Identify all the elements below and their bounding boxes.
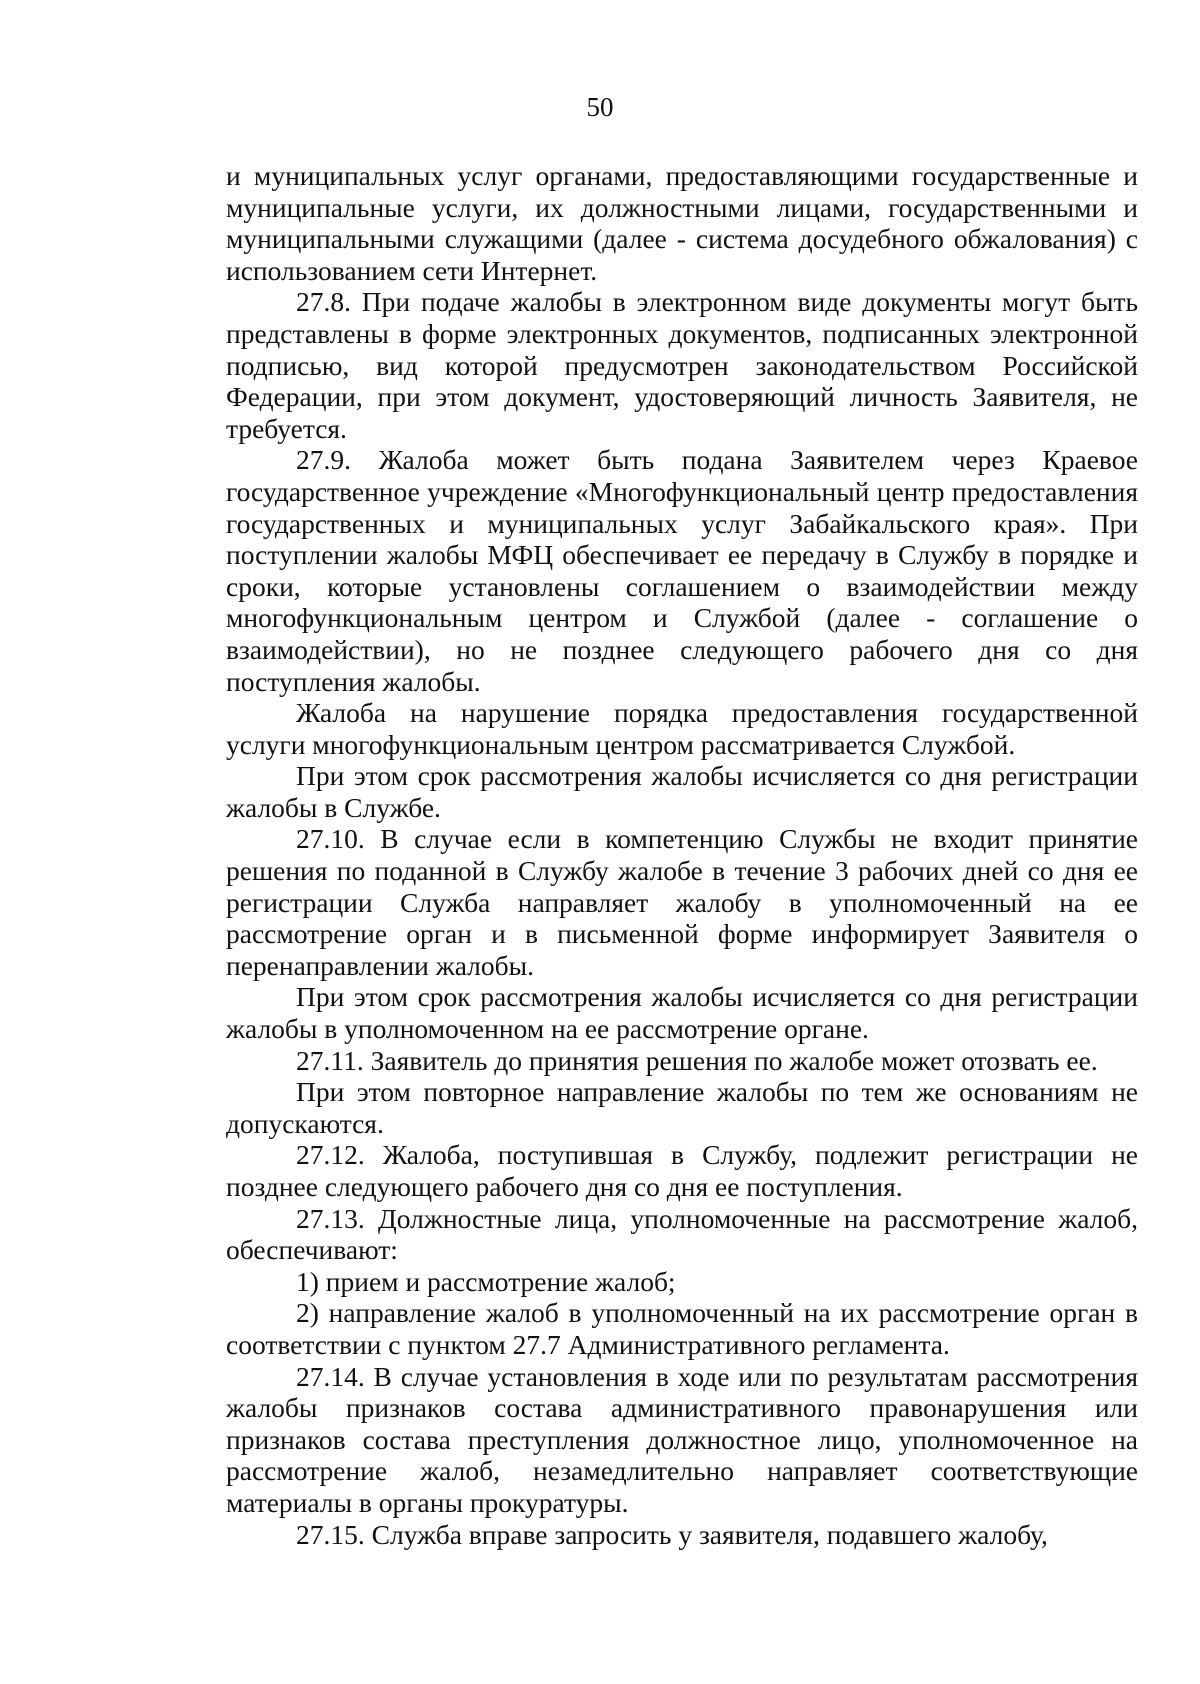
paragraph: 27.11. Заявитель до принятия решения по жалобе может отозвать ее. bbox=[296, 1044, 1098, 1076]
paragraph: 27.10. В случае если в компетенцию Службы не входит принятие решения по поданной в Службу жалобе в течение 3 рабочих дней со дня ее регистрации Служба направляет жалобу в уполномоченный на ее рассмотрение орган и в письменной форме информирует Заявителя о перенаправлении жалобы. bbox=[226, 823, 1138, 981]
paragraph: 27.15. Служба вправе запросить у заявителя, подавшего жалобу, bbox=[296, 1518, 1048, 1550]
document-body bbox=[226, 160, 1138, 1550]
page-number: 50 bbox=[586, 92, 614, 122]
paragraph: и муниципальных услуг органами, предоставляющими государственные и муниципальные услуги, их должностными лицами, государственными и муниципальными служащими (далее - система досудебного обжалования) с использованием сети Интернет. bbox=[226, 160, 1138, 286]
paragraph: 27.14. В случае установления в ходе или по результатам рассмотрения жалобы признаков состава административного правонарушения или признаков состава преступления должностное лицо, уполномоченное на рассмотрение жалоб, незамедлительно направляет соответствующие материалы в органы прокуратуры. bbox=[226, 1360, 1138, 1518]
paragraph: 27.9. Жалоба может быть подана Заявителем через Краевое государственное учреждение «Многофункциональный центр предоставления государственных и муниципальных услуг Забайкальского края». При поступлении жалобы МФЦ обеспечивает ее передачу в Службу в порядке и сроки, которые установлены соглашением о взаимодействии между многофункциональным центром и Службой (далее - соглашение о взаимодействии), но не позднее следующего рабочего дня со дня поступления жалобы. bbox=[226, 444, 1138, 697]
paragraph: 27.12. Жалоба, поступившая в Службу, подлежит регистрации не позднее следующего рабочего дня со дня ее поступления. bbox=[226, 1139, 1138, 1202]
paragraph: 27.13. Должностные лица, уполномоченные на рассмотрение жалоб, обеспечивают: bbox=[226, 1202, 1138, 1266]
list-item: 1) прием и рассмотрение жалоб; bbox=[296, 1265, 676, 1297]
paragraph: Жалоба на нарушение порядка предоставления государственной услуги многофункциональным центром рассматривается Службой. bbox=[226, 697, 1138, 760]
paragraph: При этом повторное направление жалобы по тем же основаниям не допускаются. bbox=[226, 1076, 1138, 1139]
list-item: 2) направление жалоб в уполномоченный на их рассмотрение орган в соответствии с пунктом 27.7 Административного регламента. bbox=[226, 1297, 1138, 1360]
paragraph: 27.8. При подаче жалобы в электронном виде документы могут быть представлены в форме электронных документов, подписанных электронной подписью, вид которой предусмотрен законодательством Российской Федерации, при этом документ, удостоверяющий личность Заявителя, не требуется. bbox=[226, 286, 1138, 444]
paragraph: При этом срок рассмотрения жалобы исчисляется со дня регистрации жалобы в уполномоченном на ее рассмотрение органе. bbox=[226, 981, 1138, 1045]
paragraph: При этом срок рассмотрения жалобы исчисляется со дня регистрации жалобы в Службе. bbox=[226, 760, 1138, 823]
